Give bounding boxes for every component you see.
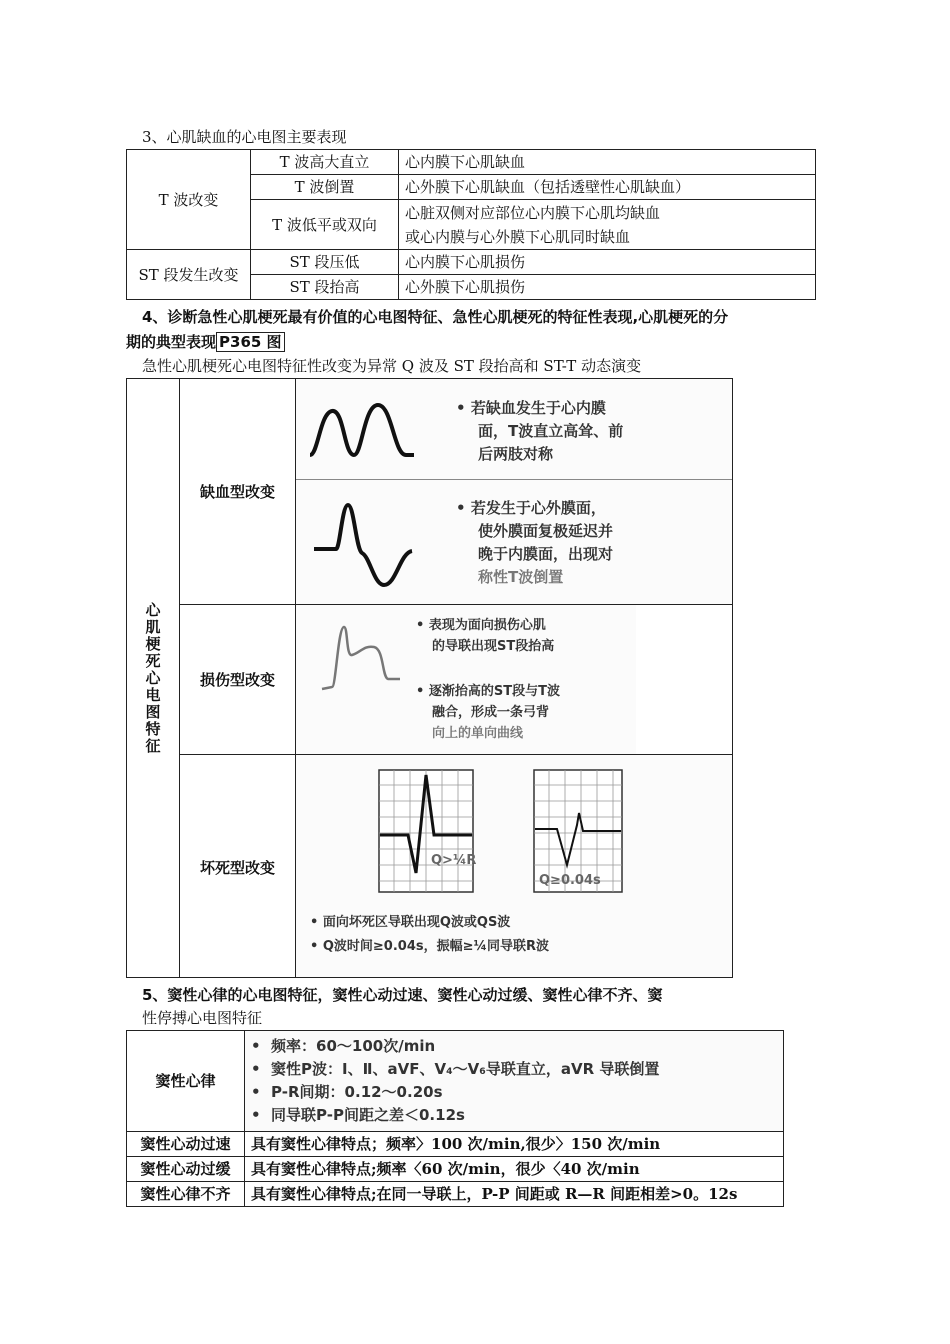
section4-heading-line2 [126, 331, 285, 353]
sinus-item: • 窦性P波：Ⅰ、Ⅱ、aVF、V₄～V₆导联直立，aVR 导联倒置 [251, 1060, 660, 1078]
injury-label: 损伤型改变 [199, 671, 275, 689]
st-elevation-icon [316, 617, 406, 707]
mi-ecg-frame [126, 378, 733, 978]
necrosis-panel [296, 755, 732, 977]
row-label: T 波低平或双向 [251, 200, 399, 250]
q-ratio-label: Q>¼R [431, 853, 477, 868]
injury-text-2: • 逐渐抬高的ST段与T波 融合，形成一条弓背 向上的单向曲线 [416, 684, 560, 741]
sinus-item: • P-R间期：0.12～0.20s [251, 1083, 443, 1101]
sinus-table [126, 1030, 784, 1207]
sinus-item: • 同导联P-P间距之差＜0.12s [251, 1106, 465, 1124]
row-label: T 波高大直立 [251, 150, 399, 175]
bullet: • [416, 618, 425, 633]
section4-heading-text: 期的典型表现 [126, 333, 217, 351]
sinus-item: • 频率：60～100次/min [251, 1037, 436, 1055]
row-desc: 心内膜下心肌损伤 [399, 250, 816, 275]
ischemia-panel [296, 379, 732, 604]
mi-vertical-label: 心肌梗死心电图特征 [143, 601, 162, 755]
inverted-t-wave-icon [304, 497, 424, 597]
row-label: ST 段压低 [251, 250, 399, 275]
necrosis-text: • 面向坏死区导联出现Q波或QS波 • Q波时间≥0.04s，振幅≥¼同导联R波 [310, 915, 549, 954]
brady-desc: 具有窦性心律特点;频率〈60 次/min，很少〈40 次/min [245, 1157, 784, 1182]
q-wave-grid-icon [378, 769, 477, 893]
arrhythmia-desc: 具有窦性心律特点;在同一导联上，P-P 间距或 R—R 间距相差>0。12s [245, 1182, 784, 1207]
st-group-label: ST 段发生改变 [127, 250, 251, 300]
necrosis-label: 坏死型改变 [199, 858, 275, 877]
page-ref: P365 图 [216, 332, 285, 352]
ischemia-text-2: • 若发生于心外膜面， 使外膜面复极延迟并 晚于内膜面，出现对 称性T波倒置 [456, 499, 614, 586]
row-label: ST 段抬高 [251, 275, 399, 300]
sinus-label: 窦性心律 [127, 1031, 245, 1132]
injury-panel [296, 605, 636, 754]
ischemia-table [126, 149, 816, 300]
section4-subtitle: 急性心肌梗死心电图特征性改变为异常 Q 波及 ST 段抬高和 ST-T 动态演变 [142, 357, 642, 375]
row-desc-line: 或心内膜与心外膜下心肌同时缺血 [405, 227, 631, 246]
ischemia-label: 缺血型改变 [199, 483, 275, 501]
arrhythmia-label: 窦性心律不齐 [127, 1182, 245, 1207]
q-duration-label: Q≥0.04s [539, 873, 601, 888]
row-desc [399, 200, 816, 250]
injury-text-1: • 表现为面向损伤心肌 的导联出现ST段抬高 [416, 618, 555, 654]
row-desc: 心内膜下心肌缺血 [399, 150, 816, 175]
brady-label: 窦性心动过缓 [127, 1157, 245, 1182]
section3-heading: 3、心肌缺血的心电图主要表现 [142, 128, 347, 146]
bullet: • [416, 684, 425, 699]
tachy-label: 窦性心动过速 [127, 1132, 245, 1157]
t-wave-group-label: T 波改变 [127, 150, 251, 250]
bullet: • [456, 499, 466, 517]
bullet: • [310, 915, 319, 930]
row-desc-line: 心脏双侧对应部位心内膜下心肌均缺血 [405, 203, 661, 222]
section4-heading-line1: 4、诊断急性心肌梗死最有价值的心电图特征、急性心肌梗死的特征性表现,心肌梗死的分 [142, 308, 729, 326]
upright-t-wave-icon [302, 393, 422, 473]
section5-heading-line2: 性停搏心电图特征 [142, 1009, 263, 1027]
row-desc: 心外膜下心肌损伤 [399, 275, 816, 300]
bullet: • [456, 399, 466, 417]
section5-heading-line1: 5、窦性心律的心电图特征，窦性心动过速、窦性心动过缓、窦性心律不齐、窦 [142, 986, 663, 1004]
row-label: T 波倒置 [251, 175, 399, 200]
tachy-desc: 具有窦性心律特点；频率〉100 次/min,很少〉150 次/min [245, 1132, 784, 1157]
row-desc: 心外膜下心肌缺血（包括透壁性心肌缺血） [399, 175, 816, 200]
sinus-features [245, 1031, 784, 1132]
bullet: • [310, 939, 319, 954]
ischemia-text-1: • 若缺血发生于心内膜 面，T波直立高耸、前 后两肢对称 [456, 399, 624, 463]
